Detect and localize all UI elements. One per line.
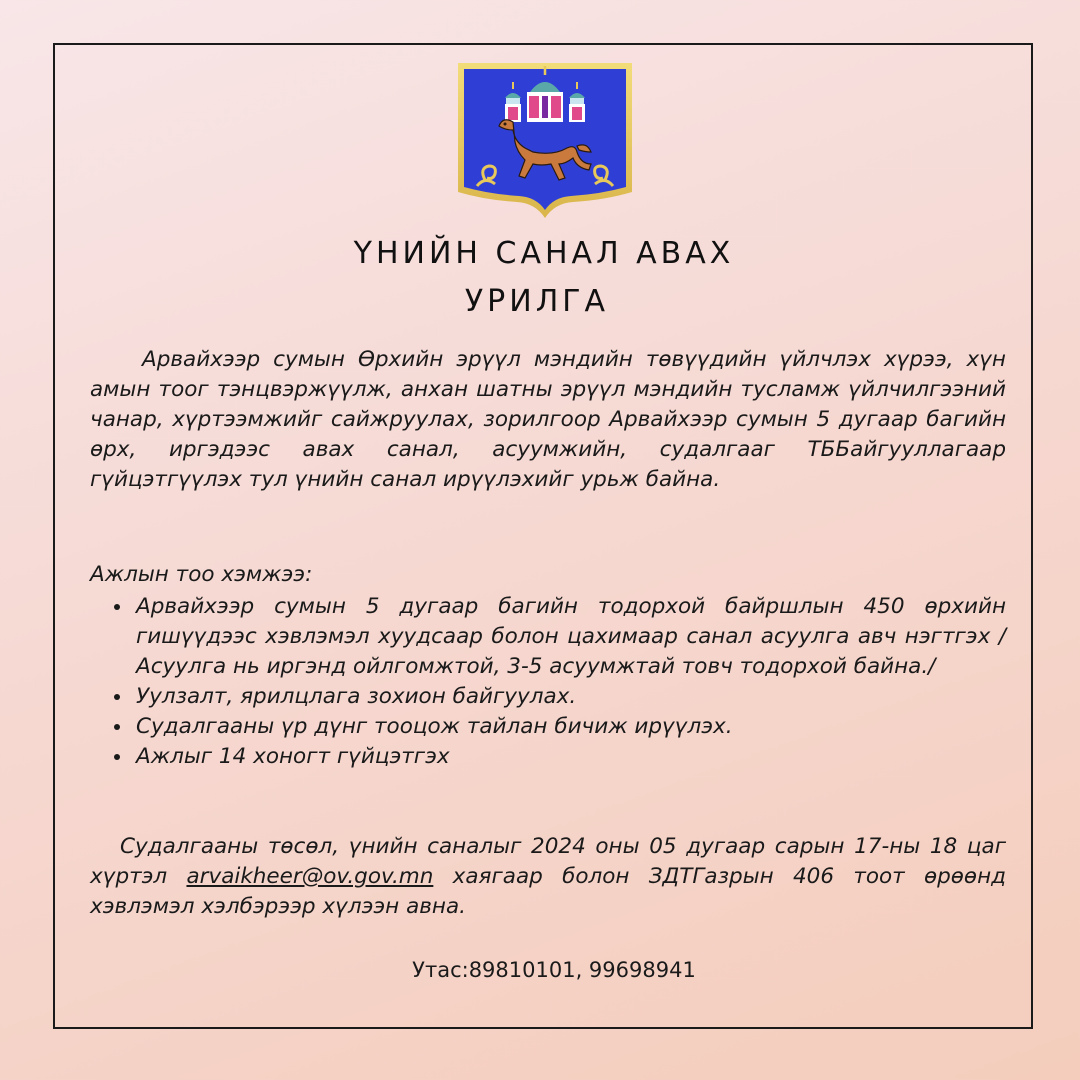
- list-item-text: Судалгааны үр дүнг тооцож тайлан бичиж ирүүлэх.: [136, 714, 733, 739]
- page-title-line-2: УРИЛГА: [464, 284, 610, 319]
- email-link[interactable]: arvaikheer@ov.gov.mn: [186, 864, 434, 889]
- bullet-icon: [114, 754, 120, 760]
- bullet-icon: [114, 604, 120, 610]
- arvaikheer-coat-of-arms-icon: [455, 60, 635, 220]
- list-item-text: Арвайхээр сумын 5 дугаар багийн тодорхой байршлын 450 өрхийн гишүүдээс хэвлэмэл хуудсаар болон цахимаар санал асуулга авч нэгтгэх /Асуулга нь иргэнд ойлгомжтой, 3-5 асуумжтай товч тодорхой байна./: [136, 594, 1006, 679]
- work-scope-list: [110, 592, 1006, 772]
- list-item: [110, 682, 1006, 712]
- phone-numbers: Утас:89810101, 99698941: [412, 958, 696, 982]
- bullet-icon: [114, 694, 120, 700]
- submission-text-after: хаягаар болон ЗДТГазрын 406 тоот өрөөнд хэвлэмэл хэлбэрээр хүлээн авна.: [90, 864, 1006, 919]
- list-item-text: Ажлыг 14 хоногт гүйцэтгэх: [136, 744, 450, 769]
- list-item: [110, 742, 1006, 772]
- work-scope-label: Ажлын тоо хэмжээ:: [90, 562, 313, 587]
- list-item: [110, 592, 1006, 682]
- list-item-text: Уулзалт, ярилцлага зохион байгуулах.: [136, 684, 577, 709]
- submission-paragraph: [90, 832, 1006, 922]
- list-item: [110, 712, 1006, 742]
- submission-text-before: Судалгааны төсөл, үнийн саналыг 2024 оны 05 дугаар сарын 17-ны 18 цаг хүртэл: [90, 834, 1006, 889]
- page-title-line-1: ҮНИЙН САНАЛ АВАХ: [353, 236, 735, 271]
- intro-paragraph: Арвайхээр сумын Өрхийн эрүүл мэндийн төвүүдийн үйлчлэх хүрээ, хүн амын тоог тэнцвэржүүлж, анхан шатны эрүүл мэндийн тусламж үйлчилгээний чанар, хүртээмжийг сайжруулах, зорилгоор Арвайхээр сумын 5 дугаар багийн өрх, иргэдээс авах санал, асуумжийн, судалгааг ТББайгууллагаар гүйцэтгүүлэх тул үнийн санал ирүүлэхийг урьж байна.: [90, 347, 1006, 492]
- bullet-icon: [114, 724, 120, 730]
